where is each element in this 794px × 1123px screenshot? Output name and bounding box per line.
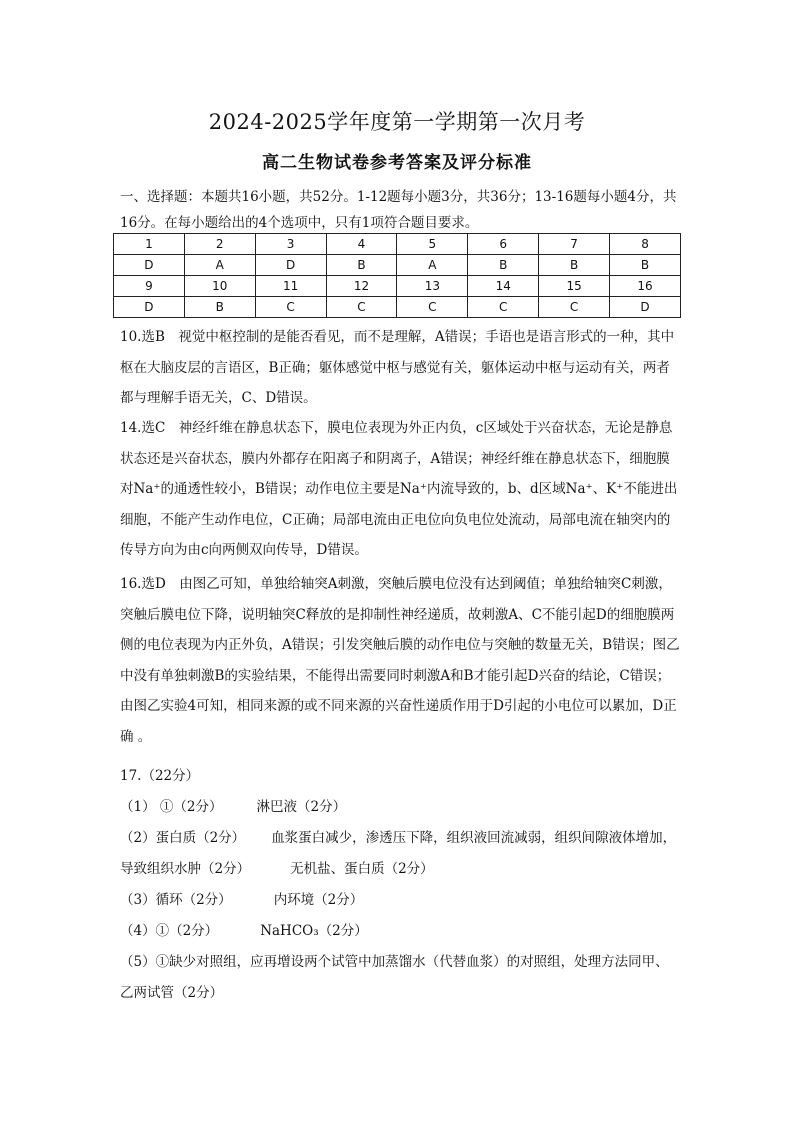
q17-part1-answer-a: （1） ①（2分） — [120, 799, 223, 815]
q17-part1-answer-b: 淋巴液（2分） — [256, 799, 347, 815]
answer-cell: B — [539, 255, 610, 276]
answer-cell: B — [610, 255, 681, 276]
q17-part2-answer-d: 无机盐、蛋白质（2分） — [290, 861, 434, 877]
question-number-cell: 16 — [610, 276, 681, 297]
explanation-q14: 14.选C 神经纤维在静息状态下，膜电位表现为外正内负，c区域处于兴奋状态，无论是静息状态还是兴奋状态，膜内外都存在阳离子和阴离子，A错误；神经纤维在静息状态下，细胞膜对Na⁺的通透性较小，B错误；动作电位主要是Na⁺内流导致的，b、d区域Na⁺、K⁺不能进出细胞，不能产生动作电位，C正确；局部电流由正电位向负电位处流动，局部电流在轴突内的传导方向为由c向两侧双向传导，D错误。 — [120, 420, 678, 558]
answer-cell: A — [184, 255, 255, 276]
question-number-cell: 13 — [397, 276, 468, 297]
question-number-cell: 9 — [114, 276, 185, 297]
question-number-cell: 14 — [468, 276, 539, 297]
answer-table-row — [114, 297, 681, 318]
answer-cell: D — [610, 297, 681, 318]
question-number-cell: 5 — [397, 234, 468, 255]
answer-cell: B — [326, 255, 397, 276]
exam-title: 2024-2025学年度第一学期第一次月考 — [208, 110, 586, 134]
question-number-cell: 4 — [326, 234, 397, 255]
question-number-cell: 6 — [468, 234, 539, 255]
question-number-cell: 1 — [114, 234, 185, 255]
q17-part4 — [120, 919, 368, 939]
answer-cell: D — [114, 297, 185, 318]
q17-part2-answer-a: （2）蛋白质（2分） — [120, 830, 246, 846]
answer-key-subtitle: 高二生物试卷参考答案及评分标准 — [262, 153, 532, 173]
q17-part4-answer-a: （4）①（2分） — [120, 923, 219, 939]
answer-table-row — [114, 276, 681, 297]
q17-part5: （5）①缺少对照组，应再增设两个试管中加蒸馏水（代替血浆）的对照组，处理方法同甲、 — [120, 954, 669, 970]
answer-cell: C — [397, 297, 468, 318]
answer-cell: D — [255, 255, 326, 276]
q17-part2-answer-c: 导致组织水肿（2分） — [120, 861, 251, 877]
answer-cell: B — [184, 297, 255, 318]
q17-part5-cont: 乙两试管（2分） — [120, 985, 224, 1001]
q17-part4-answer-b: NaHCO₃（2分） — [260, 923, 368, 939]
q17-part3-answer-b: 内环境（2分） — [273, 892, 364, 908]
answer-table-row — [114, 255, 681, 276]
answer-table-row — [114, 234, 681, 255]
question-number-cell: 8 — [610, 234, 681, 255]
answer-cell: B — [468, 255, 539, 276]
question-number-cell: 7 — [539, 234, 610, 255]
q17-part2-cont — [120, 857, 434, 877]
q17-part3-answer-a: （3）循环（2分） — [120, 892, 232, 908]
answer-cell: D — [114, 255, 185, 276]
explanation-q10: 10.选B 视觉中枢控制的是能否看见，而不是理解，A错误；手语也是语言形式的一种，其中枢在大脑皮层的言语区，B正确；躯体感觉中枢与感觉有关，躯体运动中枢与运动有关，两者都与理解手语无关，C、D错误。 — [120, 329, 675, 406]
answer-cell: C — [539, 297, 610, 318]
answer-cell: C — [255, 297, 326, 318]
question-number-cell: 15 — [539, 276, 610, 297]
answer-cell: C — [468, 297, 539, 318]
q17-part2 — [120, 826, 676, 846]
q17-header: 17.（22分） — [120, 768, 200, 784]
section-intro: 一、选择题：本题共16小题，共52分。1-12题每小题3分，共36分；13-16题每小题4分，共16分。在每小题给出的4个选项中，只有1项符合题目要求。 — [120, 189, 677, 231]
answer-table — [113, 233, 681, 318]
q17-part1 — [120, 795, 346, 815]
answer-cell: C — [326, 297, 397, 318]
question-number-cell: 2 — [184, 234, 255, 255]
question-number-cell: 11 — [255, 276, 326, 297]
q17-part3 — [120, 888, 363, 908]
question-number-cell: 12 — [326, 276, 397, 297]
answer-cell: A — [397, 255, 468, 276]
q17-part2-answer-b: 血浆蛋白减少，渗透压下降，组织液回流减弱，组织间隙液体增加， — [271, 830, 677, 846]
question-number-cell: 3 — [255, 234, 326, 255]
question-number-cell: 10 — [184, 276, 255, 297]
explanation-q16: 16.选D 由图乙可知，单独给轴突A刺激，突触后膜电位没有达到阈值；单独给轴突C刺激，突触后膜电位下降，说明轴突C释放的是抑制性神经递质，故刺激A、C不能引起D的细胞膜两侧的电位表现为内正外负，A错误；引发突触后膜的动作电位与突触的数量无关，B错误；图乙中没有单独刺激B的实验结果，不能得出需要同时刺激A和B才能引起D兴奋的结论，C错误；由图乙实验4可知，相同来源的或不同来源的兴奋性递质作用于D引起的小电位可以累加，D正确 。 — [120, 576, 680, 745]
